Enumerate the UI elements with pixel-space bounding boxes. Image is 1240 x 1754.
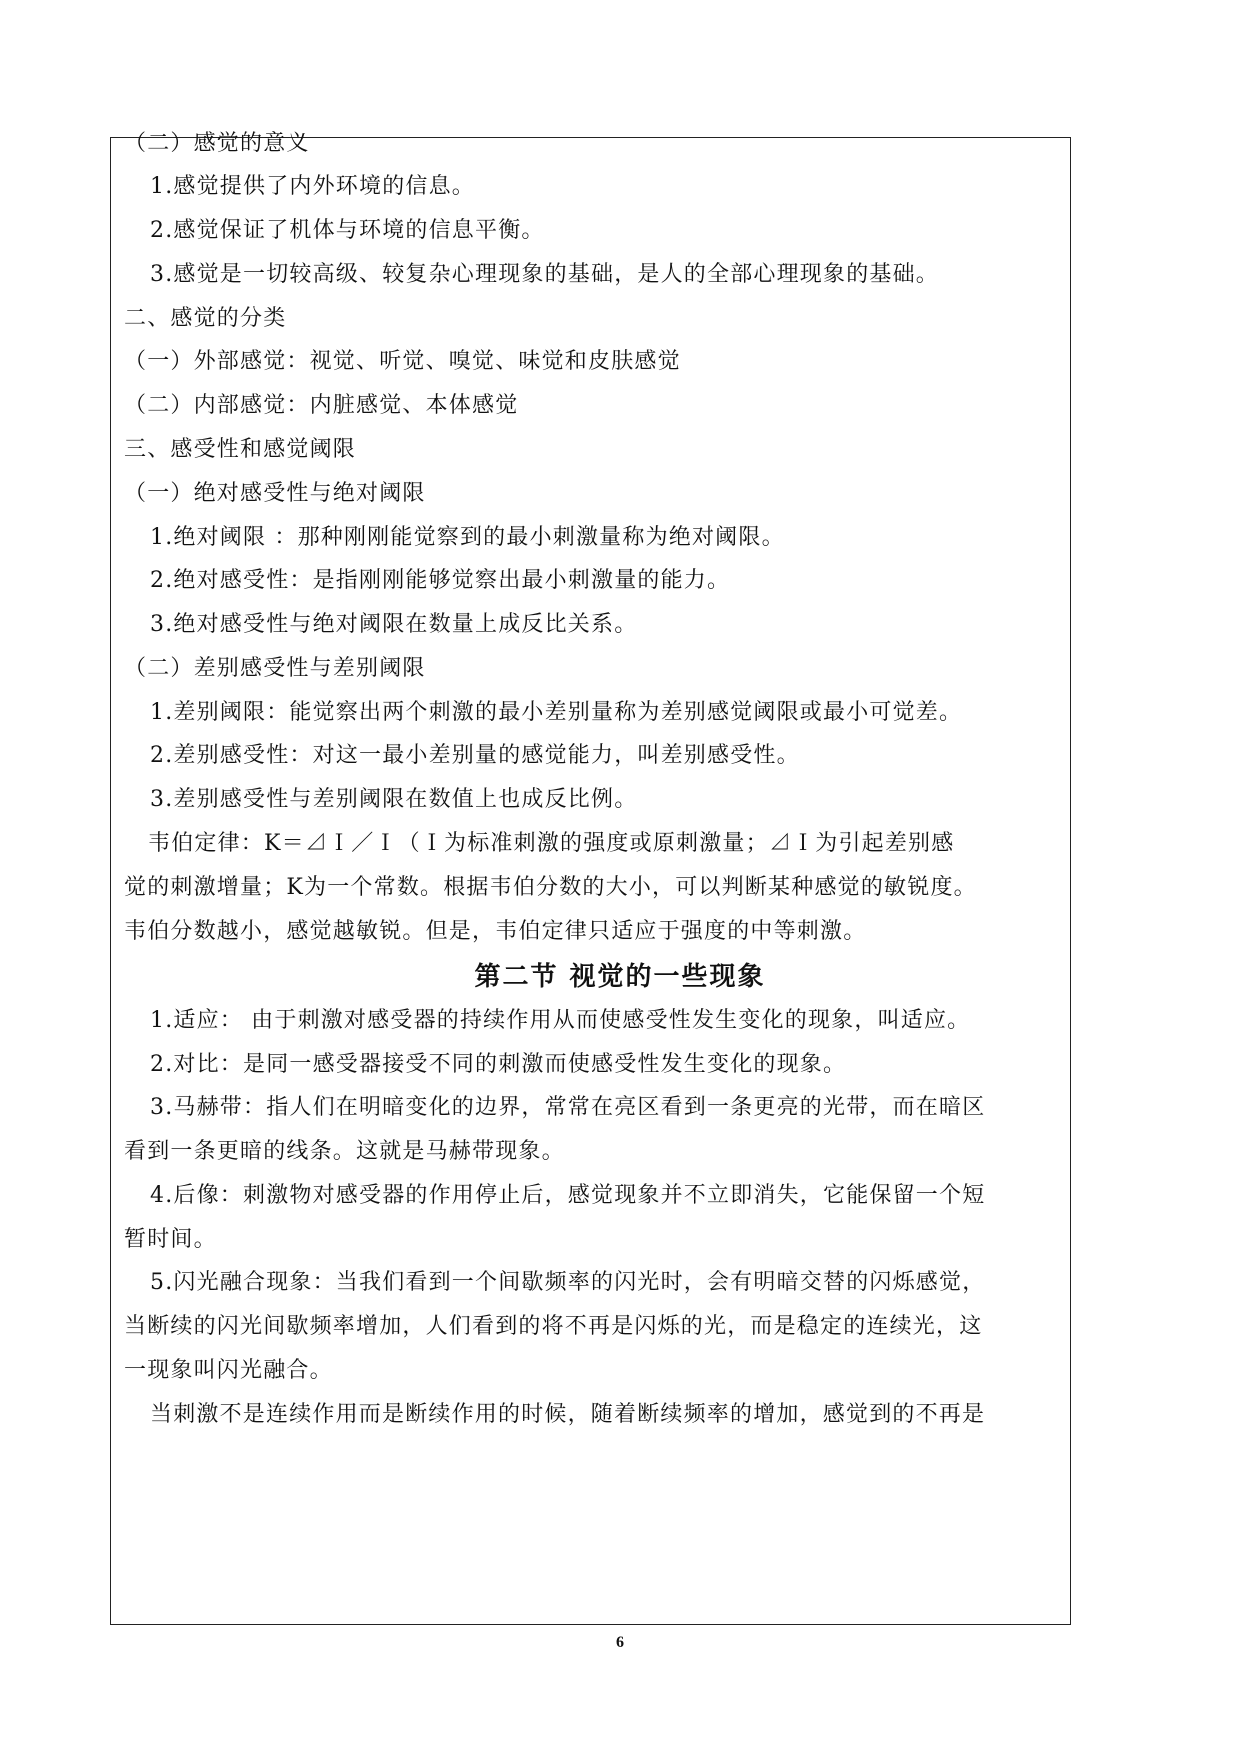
weber-law-paragraph: 觉的刺激增量；K为一个常数。根据韦伯分数的大小，可以判断某种感觉的敏锐度。 <box>124 875 977 900</box>
list-item: 2.感觉保证了机体与环境的信息平衡。 <box>150 218 545 243</box>
section-title-visual-phenomena: 第二节 视觉的一些现象 <box>474 962 766 992</box>
subheading-external-sensation: （一）外部感觉：视觉、听觉、嗅觉、味觉和皮肤感觉 <box>124 349 681 374</box>
list-item: 2.绝对感受性：是指刚刚能够觉察出最小刺激量的能力。 <box>150 568 731 593</box>
subheading-absolute-threshold: （一）绝对感受性与绝对阈限 <box>124 481 426 506</box>
list-item-continuation: 一现象叫闪光融合。 <box>124 1358 333 1383</box>
list-item: 1.绝对阈限 ：那种刚刚能觉察到的最小刺激量称为绝对阈限。 <box>150 525 785 550</box>
list-item: 3.感觉是一切较高级、较复杂心理现象的基础，是人的全部心理现象的基础。 <box>150 262 939 287</box>
page-number: 6 <box>616 1634 624 1651</box>
list-item: 3.差别感受性与差别阈限在数值上也成反比例。 <box>150 787 638 812</box>
list-item: 1.感觉提供了内外环境的信息。 <box>150 174 475 199</box>
section-heading-classification: 二、感觉的分类 <box>124 306 287 331</box>
section-heading-threshold: 三、感受性和感觉阈限 <box>124 437 357 462</box>
list-item-continuation: 当断续的闪光间歇频率增加，人们看到的将不再是闪烁的光，而是稳定的连续光，这 <box>124 1314 983 1339</box>
subheading-internal-sensation: （二）内部感觉：内脏感觉、本体感觉 <box>124 393 519 418</box>
list-item: 2.对比：是同一感受器接受不同的刺激而使感受性发生变化的现象。 <box>150 1052 847 1077</box>
weber-law-paragraph: 韦伯定律：K＝⊿Ｉ／Ｉ（Ｉ为标准刺激的强度或原刺激量；⊿Ｉ为引起差别感 <box>148 831 955 856</box>
paragraph: 当刺激不是连续作用而是断续作用的时候，随着断续频率的增加，感觉到的不再是 <box>150 1402 986 1427</box>
list-item: 3.马赫带：指人们在明暗变化的边界，常常在亮区看到一条更亮的光带，而在暗区 <box>150 1095 986 1120</box>
list-item: 5.闪光融合现象：当我们看到一个间歇频率的闪光时，会有明暗交替的闪烁感觉， <box>150 1270 986 1295</box>
subheading-difference-threshold: （二）差别感受性与差别阈限 <box>124 656 426 681</box>
weber-law-paragraph: 韦伯分数越小，感觉越敏锐。但是，韦伯定律只适应于强度的中等刺激。 <box>124 919 867 944</box>
list-item-continuation: 暂时间。 <box>124 1227 217 1252</box>
list-item: 4.后像：刺激物对感受器的作用停止后，感觉现象并不立即消失，它能保留一个短 <box>150 1183 986 1208</box>
list-item-continuation: 看到一条更暗的线条。这就是马赫带现象。 <box>124 1139 565 1164</box>
list-item: 1.差别阈限：能觉察出两个刺激的最小差别量称为差别感觉阈限或最小可觉差。 <box>150 700 963 725</box>
subheading-sensation-meaning: （二）感觉的意义 <box>124 131 310 156</box>
list-item: 1.适应： 由于刺激对感受器的持续作用从而使感受性发生变化的现象，叫适应。 <box>150 1008 971 1033</box>
list-item: 3.绝对感受性与绝对阈限在数量上成反比关系。 <box>150 612 638 637</box>
list-item: 2.差别感受性：对这一最小差别量的感觉能力，叫差别感受性。 <box>150 743 800 768</box>
